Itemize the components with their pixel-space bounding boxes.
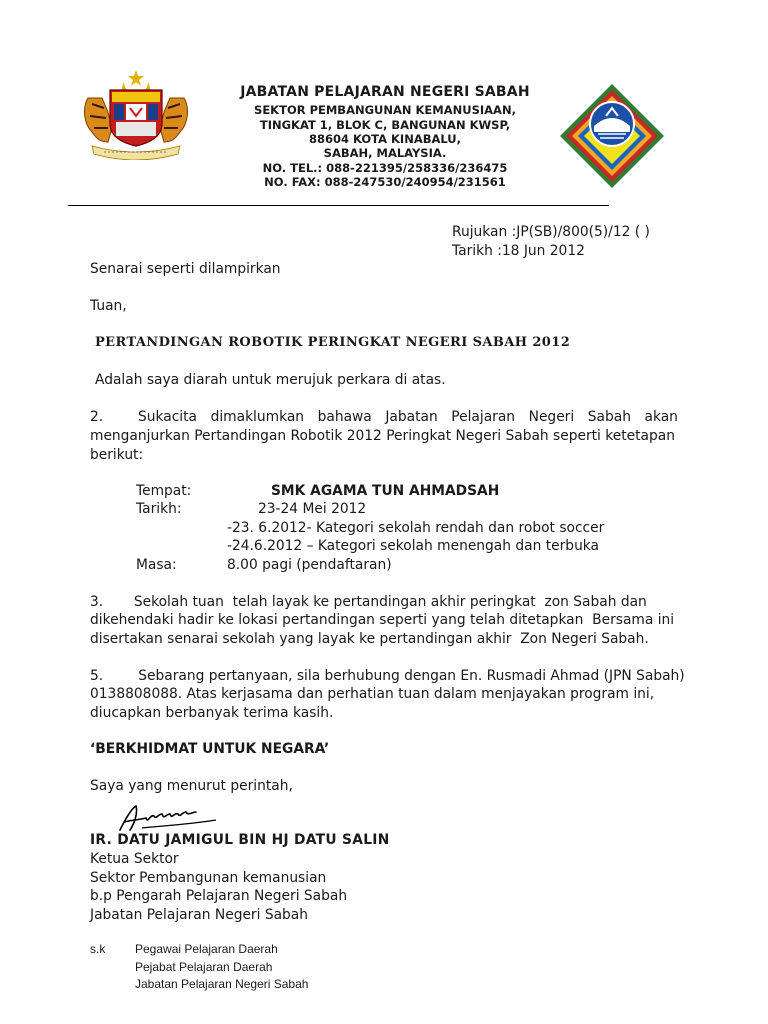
paragraph-2-body: menganjurkan Pertandingan Robotik 2012 Peringkat Negeri Sabah seperti ketetapan berikut: xyxy=(90,428,675,463)
motto: ‘BERKHIDMAT UNTUK NEGARA’ xyxy=(90,741,330,757)
opening-sentence: Adalah saya diarah untuk merujuk perkara di atas. xyxy=(95,372,446,388)
header-divider xyxy=(68,205,609,206)
malaysia-coat-of-arms-icon xyxy=(78,68,194,160)
cc-recipient: Pegawai Pelajaran Daerah xyxy=(135,942,278,956)
paragraph-5-line: 5. Sebarang pertanyaan, sila berhubung dengan En. Rusmadi Ahmad (JPN Sabah) xyxy=(90,668,685,684)
cc-recipient: Pejabat Pelajaran Daerah xyxy=(135,960,273,974)
phone-line: NO. TEL.: 088-221395/258336/236475 xyxy=(262,161,508,175)
salutation: Tuan, xyxy=(90,298,127,314)
letter-date: Tarikh :18 Jun 2012 xyxy=(452,243,585,259)
paragraph-5-line: 0138808088. Atas kerjasama dan perhatian tuan dalam menjayakan program ini, xyxy=(90,686,655,702)
date-value: 23-24 Mei 2012 xyxy=(258,501,367,517)
handwritten-signature-icon xyxy=(112,800,222,836)
paragraph-2-first-line xyxy=(90,408,678,427)
word: Pelajaran xyxy=(451,409,516,425)
cc-label: s.k xyxy=(90,942,106,956)
signatory-line: Ketua Sektor xyxy=(90,851,179,867)
education-department-emblem-icon xyxy=(556,80,668,192)
word: Sukacita xyxy=(138,409,197,425)
closing: Saya yang menurut perintah, xyxy=(90,778,293,794)
word: akan xyxy=(644,409,678,425)
signatory-line: b.p Pengarah Pelajaran Negeri Sabah xyxy=(90,888,348,904)
recipient: Senarai seperti dilampirkan xyxy=(90,261,281,277)
venue-value: SMK AGAMA TUN AHMADSAH xyxy=(271,483,500,499)
address-line: SABAH, MALAYSIA. xyxy=(323,146,447,160)
department-title: JABATAN PELAJARAN NEGERI SABAH xyxy=(240,84,530,100)
word: bahawa xyxy=(317,409,372,425)
date-label: Tarikh: xyxy=(136,501,182,517)
letterhead xyxy=(0,0,768,210)
signatory-name: IR. DATU JAMIGUL BIN HJ DATU SALIN xyxy=(90,832,390,848)
fax-line: NO. FAX: 088-247530/240954/231561 xyxy=(264,175,506,189)
paragraph-3-line: disertakan senarai sekolah yang layak ke pertandingan akhir Zon Negeri Sabah. xyxy=(90,631,649,647)
cc-recipient: Jabatan Pelajaran Negeri Sabah xyxy=(135,977,309,991)
address-line: 88604 KOTA KINABALU, xyxy=(308,132,462,146)
word: dimaklumkan xyxy=(210,409,305,425)
venue-label: Tempat: xyxy=(136,483,192,499)
schedule-item: -23. 6.2012- Kategori sekolah rendah dan robot soccer xyxy=(227,520,605,536)
reference-number: Rujukan :JP(SB)/800(5)/12 ( ) xyxy=(452,224,650,240)
time-label: Masa: xyxy=(136,557,177,573)
paragraph-number: 2. xyxy=(90,409,104,425)
paragraph-3-line: 3. Sekolah tuan telah layak ke pertandingan akhir peringkat zon Sabah dan xyxy=(90,594,647,610)
signatory-line: Sektor Pembangunan kemanusian xyxy=(90,870,327,886)
time-value: 8.00 pagi (pendaftaran) xyxy=(227,557,392,573)
word: Jabatan xyxy=(385,409,438,425)
word: Sabah xyxy=(587,409,631,425)
paragraph-3-line: dikehendaki hadir ke lokasi pertandingan seperti yang telah ditetapkan Bersama ini xyxy=(90,612,675,628)
subject-heading: PERTANDINGAN ROBOTIK PERINGKAT NEGERI SABAH 2012 xyxy=(95,335,571,350)
address-line: SEKTOR PEMBANGUNAN KEMANUSIAAN, xyxy=(254,103,516,117)
word: Negeri xyxy=(528,409,575,425)
signatory-line: Jabatan Pelajaran Negeri Sabah xyxy=(90,907,308,923)
paragraph-5-line: diucapkan berbanyak terima kasih. xyxy=(90,705,334,721)
address-line: TINGKAT 1, BLOK C, BANGUNAN KWSP, xyxy=(259,118,511,132)
schedule-item: -24.6.2012 – Kategori sekolah menengah dan terbuka xyxy=(227,538,600,554)
